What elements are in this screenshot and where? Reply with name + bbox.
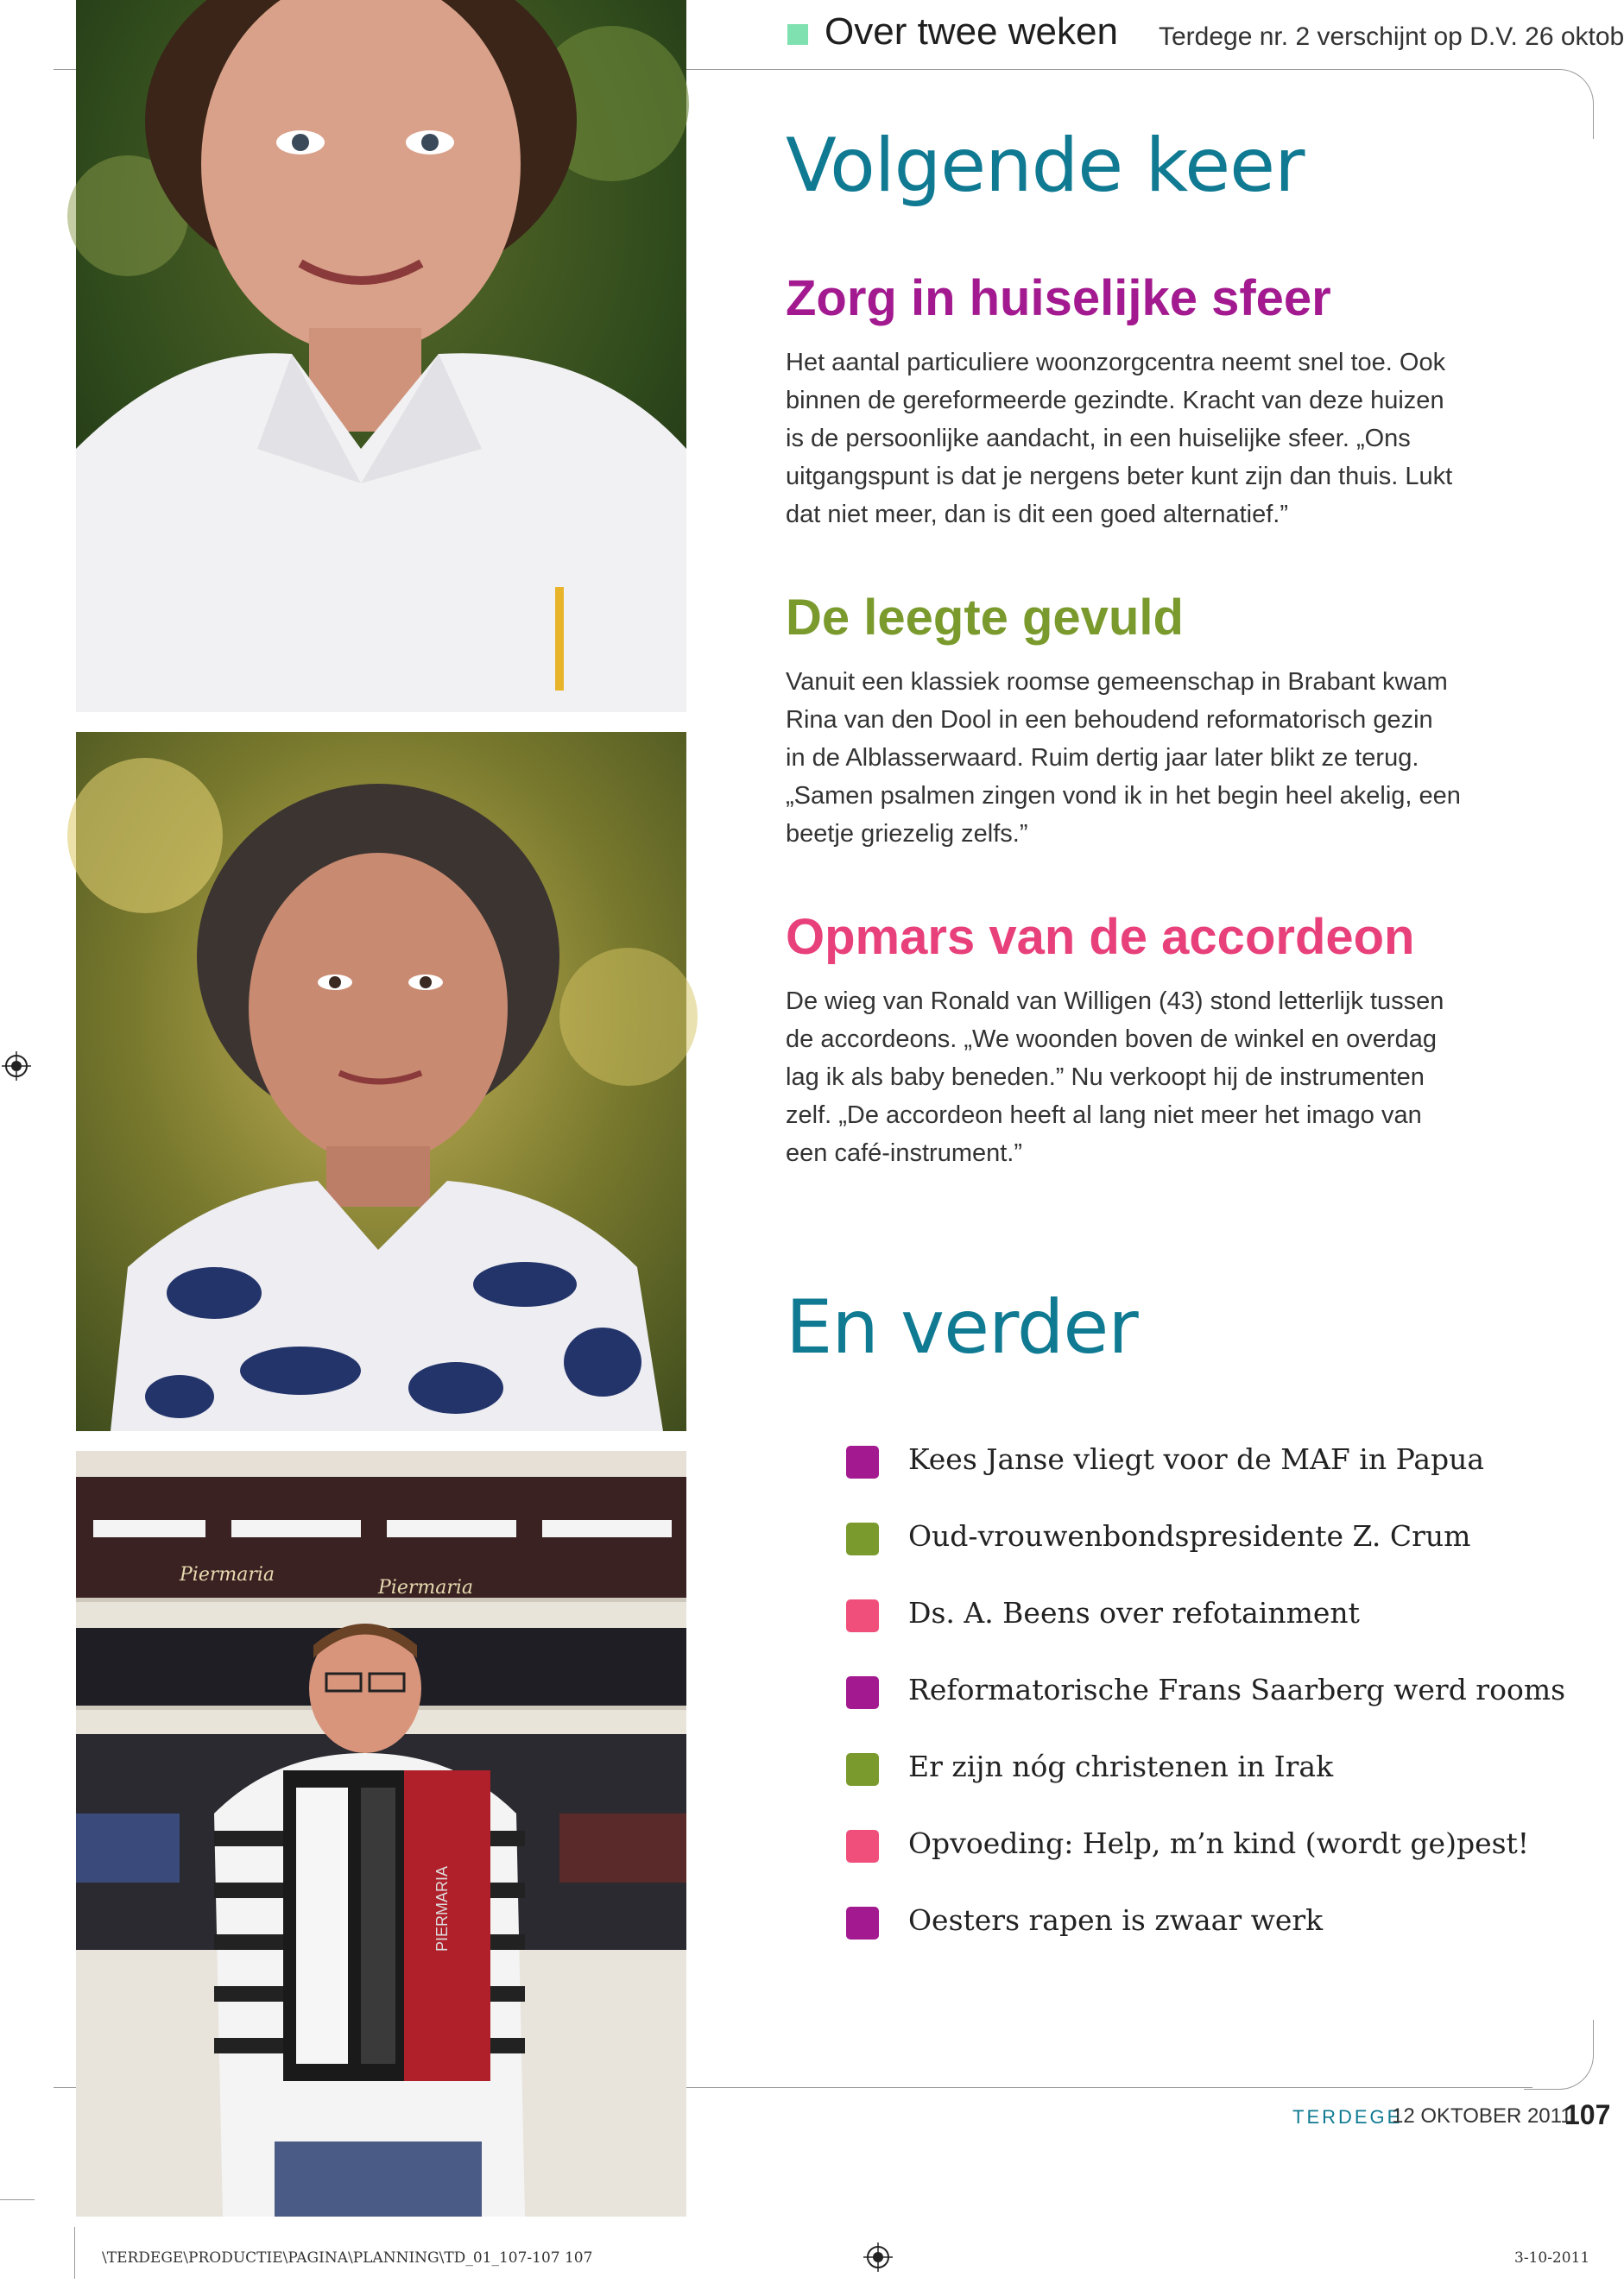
- article-body: [786, 344, 1511, 533]
- article-line: de accordeons. „We woonden boven de winkel en overdag: [786, 1025, 1437, 1053]
- bullet-square-icon: [846, 1907, 879, 1940]
- article-line: Rina van den Dool in een behoudend reformatorisch gezin: [786, 706, 1433, 734]
- list-item: [846, 1591, 1554, 1668]
- article-line: dat niet meer, dan is dit een goed alternatief.”: [786, 501, 1288, 528]
- photo-accordion-man: [76, 1451, 686, 2217]
- list-item: [846, 1437, 1554, 1514]
- accordion-brand-label: Piermaria: [180, 1564, 275, 1586]
- list-item: [846, 1668, 1566, 1744]
- article-line: „Samen psalmen zingen vond ik in het begin heel akelig, een: [786, 782, 1461, 810]
- trim-corner: [1524, 2020, 1594, 2090]
- footer-date: 12 OKTOBER 2011: [1392, 2104, 1572, 2128]
- list-item-label: Oesters rapen is zwaar werk: [908, 1903, 1324, 1937]
- header-accent-square: [787, 24, 808, 45]
- article-line: De wieg van Ronald van Willigen (43) stond letterlijk tussen: [786, 987, 1444, 1015]
- footer-brand: TERDEGE: [1292, 2106, 1403, 2128]
- list-item-label: Kees Janse vliegt voor de MAF in Papua: [908, 1442, 1485, 1476]
- trim-line: [54, 69, 76, 70]
- registration-mark-icon: [2, 1051, 31, 1081]
- next-time-title: Volgende keer: [786, 123, 1305, 209]
- article-headline: Opmars van de accordeon: [786, 909, 1415, 965]
- article-line: uitgangspunt is dat je nergens beter kunt zijn dan thuis. Lukt: [786, 463, 1453, 490]
- registration-mark-icon: [863, 2242, 893, 2272]
- list-item-label: Opvoeding: Help, m’n kind (wordt ge)pest!: [908, 1826, 1530, 1860]
- trim-line: [54, 2087, 76, 2088]
- list-item: [846, 1514, 1554, 1591]
- bullet-square-icon: [846, 1599, 879, 1632]
- bullet-square-icon: [846, 1753, 879, 1786]
- header-subtitle: Terdege nr. 2 verschijnt op D.V. 26 oktob: [1159, 22, 1624, 51]
- trim-line: [686, 69, 1532, 70]
- bullet-square-icon: [846, 1676, 879, 1709]
- article-body: [786, 663, 1511, 853]
- photo-woman: [76, 732, 686, 1431]
- further-title: En verder: [786, 1284, 1138, 1371]
- bullet-square-icon: [846, 1446, 879, 1479]
- list-item: [846, 1821, 1554, 1898]
- article-headline: Zorg in huiselijke sfeer: [786, 270, 1331, 326]
- article-line: binnen de gereformeerde gezindte. Kracht van deze huizen: [786, 387, 1444, 414]
- list-item-label: Er zijn nóg christenen in Irak: [908, 1750, 1334, 1783]
- article-line: in de Alblasserwaard. Ruim dertig jaar later blikt ze terug.: [786, 744, 1419, 772]
- list-item-label: Ds. A. Beens over refotainment: [908, 1596, 1360, 1630]
- article-line: lag ik als baby beneden.” Nu verkoopt hij de instrumenten: [786, 1063, 1425, 1091]
- list-item-label: Reformatorische Frans Saarberg werd rooms: [908, 1673, 1566, 1706]
- slug-path: \TERDEGE\PRODUCTIE\PAGINA\PLANNING\TD_01_107-107 107: [102, 2249, 593, 2267]
- article-line: een café-instrument.”: [786, 1139, 1023, 1167]
- accordion-brand-label: Piermaria: [378, 1577, 474, 1599]
- header-title: Over twee weken: [825, 10, 1118, 53]
- article-line: is de persoonlijke aandacht, in een huiselijke sfeer. „Ons: [786, 425, 1411, 452]
- article-line: beetje griezelig zelfs.”: [786, 820, 1028, 848]
- list-item: [846, 1898, 1554, 1975]
- trim-line: [0, 2199, 35, 2200]
- article-line: zelf. „De accordeon heeft al lang niet meer het imago van: [786, 1101, 1422, 1129]
- trim-line: [686, 2087, 1532, 2088]
- slug-date: 3-10-2011: [1514, 2249, 1590, 2267]
- list-item: [846, 1744, 1554, 1821]
- bullet-square-icon: [846, 1523, 879, 1555]
- trim-line: [74, 2227, 75, 2279]
- article-line: Het aantal particuliere woonzorgcentra neemt snel toe. Ook: [786, 349, 1446, 376]
- trim-corner: [1524, 69, 1594, 139]
- further-list: [846, 1437, 1566, 1975]
- accordion-brand-label: PIERMARIA: [433, 1865, 451, 1952]
- page-number: 107: [1564, 2099, 1611, 2130]
- article-body: [786, 982, 1511, 1172]
- bullet-square-icon: [846, 1830, 879, 1863]
- article-headline: De leegte gevuld: [786, 590, 1184, 646]
- article-line: Vanuit een klassiek roomse gemeenschap in Brabant kwam: [786, 668, 1448, 696]
- list-item-label: Oud-vrouwenbondspresidente Z. Crum: [908, 1519, 1471, 1553]
- photo-nurse: [76, 0, 686, 712]
